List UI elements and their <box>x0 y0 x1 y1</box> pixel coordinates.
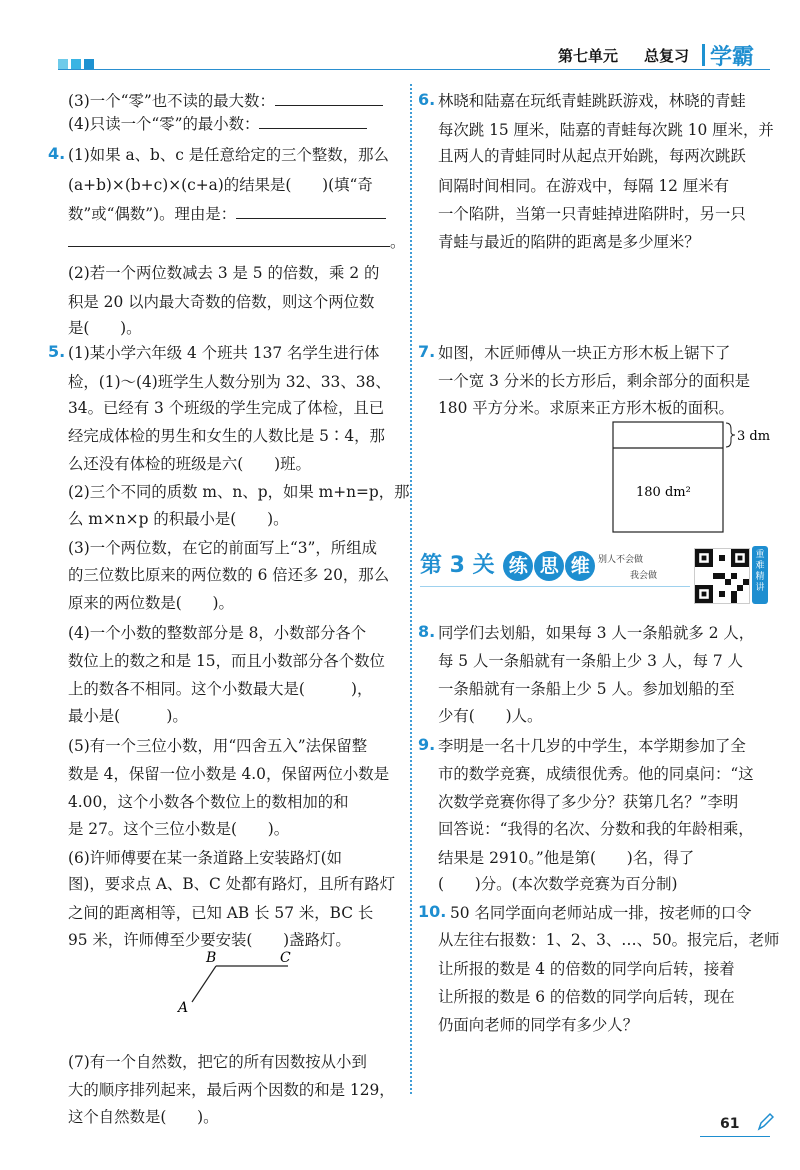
line-text: 数”或“偶数”)。理由是： <box>68 205 237 223</box>
left-line <box>68 1106 219 1128</box>
line-text: 间隔时间相同。在游戏中，每隔 12 厘米有 <box>438 177 730 195</box>
right-line <box>438 873 678 895</box>
line-text: 仍面向老师的同学有多少人？ <box>438 1016 639 1034</box>
left-line <box>68 371 391 393</box>
header-separator <box>702 44 705 66</box>
line-text: (4)一个小数的整数部分是 8，小数部分各个 <box>68 624 367 642</box>
question-number: 4. <box>48 144 66 163</box>
line-text: 回答说：“我得的名次、分数和我的年龄相乘， <box>438 820 754 838</box>
left-line <box>68 1051 367 1073</box>
line-text: 李明是一名十几岁的中学生，本学期参加了全 <box>438 737 746 755</box>
right-line <box>438 370 750 392</box>
line-text: (a+b)×(b+c)×(c+a)的结果是( )(填“奇 <box>68 176 373 194</box>
question-number: 7. <box>418 342 436 361</box>
line-text: (2)若一个两位数减去 3 是 5 的倍数，乘 2 的 <box>68 264 380 282</box>
line-text: 数是 4，保留一位小数是 4.0，保留两位小数是 <box>68 765 390 783</box>
line-text: 从左往右报数：1、2、3、…、50。报完后，老师 <box>438 931 780 949</box>
left-line <box>68 902 373 924</box>
right-line <box>438 986 735 1008</box>
left-line <box>68 453 311 475</box>
left-line <box>68 203 386 225</box>
line-text: 一个陷阱，当第一只青蛙掉进陷阱时，另一只 <box>438 205 746 223</box>
left-line <box>68 1079 395 1101</box>
board-figure <box>605 418 780 536</box>
left-line <box>68 873 395 895</box>
left-line <box>68 564 389 586</box>
line-text: (5)有一个三位小数，用“四舍五入”法保留整 <box>68 737 368 755</box>
right-line <box>438 90 746 112</box>
right-line <box>438 818 754 840</box>
line-tail: 。 <box>390 233 406 251</box>
level-char-2: 思 <box>534 551 564 581</box>
line-text: 一个宽 3 分米的长方形后，剩余部分的面积是 <box>438 372 750 390</box>
left-line <box>68 317 142 339</box>
answer-blank[interactable] <box>68 232 390 247</box>
left-line <box>68 508 288 530</box>
left-line <box>68 174 373 196</box>
width-label: 3 dm <box>737 429 771 444</box>
line-text: 图)，要求点 A、B、C 处都有路灯，且所有路灯 <box>68 875 396 893</box>
right-line <box>438 735 746 757</box>
line-text: 50 名同学面向老师站成一排，按老师的口令 <box>450 904 752 922</box>
line-text: 34。已经有 3 个班级的学生完成了体检，且已 <box>68 399 385 417</box>
line-text: 市的数学竞赛，成绩很优秀。他的同桌问：“这 <box>438 765 754 783</box>
right-line <box>438 791 738 813</box>
left-line <box>68 231 405 253</box>
line-text: 么 m×n×p 的积最小是( )。 <box>68 510 289 528</box>
line-text: (7)有一个自然数，把它的所有因数按从小到 <box>68 1053 367 1071</box>
line-text: (2)三个不同的质数 m、n、p，如果 m+n=p，那 <box>68 483 410 501</box>
right-line <box>438 342 730 364</box>
right-line <box>438 678 735 700</box>
answer-blank[interactable] <box>275 91 383 106</box>
line-text: (3)一个两位数，在它的前面写上“3”，所组成 <box>68 539 377 557</box>
right-line <box>450 902 752 924</box>
line-text: 经完成体检的男生和女生的人数比是 5∶4，那 <box>68 427 385 445</box>
line-text: 同学们去划船，如果每 3 人一条船就多 2 人， <box>438 624 755 642</box>
question-number: 10. <box>418 902 447 921</box>
level-title: 第 3 关 <box>420 553 495 578</box>
left-line <box>68 622 366 644</box>
label-a: A <box>178 1000 189 1016</box>
answer-blank[interactable] <box>259 114 367 129</box>
line-text: 上的数各不相同。这个小数最大是( )， <box>68 680 373 698</box>
brand-logo: 学霸 <box>710 45 755 70</box>
right-line <box>438 1014 638 1036</box>
left-line <box>68 291 374 313</box>
line-text: (1)某小学六年级 4 个班共 137 名学生进行体 <box>68 344 380 362</box>
question-number: 8. <box>418 622 436 641</box>
left-line <box>68 481 410 503</box>
left-line <box>68 592 234 614</box>
segment-ab <box>192 966 216 1002</box>
left-line <box>68 425 385 447</box>
question-number: 9. <box>418 735 436 754</box>
line-text: 一条船就有一条船上少 5 人。参加划船的至 <box>438 680 735 698</box>
right-line <box>438 203 746 225</box>
level-slogan-2: 我会做 <box>630 571 658 581</box>
line-text: 结果是 2910。”他是第( )名，得了 <box>438 849 695 867</box>
line-text: 每次跳 15 厘米，陆嘉的青蛙每次跳 10 厘米，并 <box>438 121 774 139</box>
line-text: 的三位数比原来的两位数的 6 倍还多 20，那么 <box>68 566 390 584</box>
line-text: 这个自然数是( )。 <box>68 1108 219 1126</box>
level-underline <box>420 586 690 587</box>
label-b: B <box>206 950 217 966</box>
line-text: 数位上的数之和是 15，而且小数部分各个数位 <box>68 652 385 670</box>
right-line <box>438 145 746 167</box>
review-title: 总复习 <box>644 47 690 65</box>
left-line <box>68 818 289 840</box>
unit-title: 第七单元 <box>558 47 619 65</box>
page-number-rule <box>700 1136 770 1137</box>
width-brace <box>726 423 735 447</box>
line-text: 大的顺序排列起来，最后两个因数的和是 129， <box>68 1081 395 1099</box>
left-line <box>68 342 379 364</box>
line-text: 是 27。这个三位小数是( )。 <box>68 820 290 838</box>
right-line <box>438 397 734 419</box>
question-number: 6. <box>418 90 436 109</box>
right-line <box>438 119 774 141</box>
line-text: 最小是( )。 <box>68 707 188 725</box>
left-line <box>68 678 372 700</box>
left-line <box>68 113 367 135</box>
left-line <box>68 847 342 869</box>
left-line <box>68 537 377 559</box>
right-line <box>438 847 694 869</box>
level-banner <box>420 548 595 581</box>
line-text: 让所报的数是 4 的倍数的同学向后转，接着 <box>438 960 735 978</box>
right-line <box>438 622 754 644</box>
left-line <box>68 144 389 166</box>
line-text: 少有( )人。 <box>438 707 543 725</box>
left-line <box>68 763 389 785</box>
right-line <box>438 763 754 785</box>
left-line <box>68 735 367 757</box>
line-text: 青蛙与最近的陷阱的距离是多少厘米？ <box>438 233 700 251</box>
header-rule <box>58 69 770 70</box>
line-text: 林晓和陆嘉在玩纸青蛙跳跃游戏，林晓的青蛙 <box>438 92 746 110</box>
line-text: 让所报的数是 6 的倍数的同学向后转，现在 <box>438 988 735 1006</box>
left-line <box>68 90 383 112</box>
line-text: 之间的距离相等，已知 AB 长 57 米，BC 长 <box>68 904 374 922</box>
line-text: (3)一个“零”也不读的最大数： <box>68 92 275 110</box>
left-line <box>68 705 188 727</box>
line-text: 么还没有体检的班级是六( )班。 <box>68 455 311 473</box>
right-line <box>438 705 542 727</box>
line-text: 原来的两位数是( )。 <box>68 594 234 612</box>
left-line <box>68 791 349 813</box>
left-line <box>68 397 384 419</box>
line-text: 次数学竞赛你得了多少分？获第几名？”李明 <box>438 793 739 811</box>
line-text: (4)只读一个“零”的最小数： <box>68 115 260 133</box>
label-c: C <box>280 950 291 966</box>
line-text: (1)如果 a、b、c 是任意给定的三个整数，那么 <box>68 146 389 164</box>
line-text: 每 5 人一条船就有一条船上少 3 人，每 7 人 <box>438 652 743 670</box>
level-char-1: 练 <box>503 551 533 581</box>
qr-code-icon[interactable] <box>694 548 750 604</box>
header-decoration <box>58 54 97 73</box>
lecture-tag: 重难精讲 <box>752 546 768 604</box>
level-slogan-1: 别人不会做 <box>598 555 644 565</box>
right-line <box>438 958 735 980</box>
line-text: ( )分。(本次数学竞赛为百分制) <box>438 875 678 893</box>
area-label: 180 dm² <box>636 485 691 500</box>
right-line <box>438 231 700 253</box>
square-board <box>613 422 723 532</box>
answer-blank[interactable] <box>236 204 386 219</box>
pencil-icon <box>756 1112 774 1132</box>
right-line <box>438 929 779 951</box>
right-line <box>438 650 743 672</box>
column-divider <box>410 84 412 1094</box>
left-line <box>68 262 379 284</box>
line-text: 且两人的青蛙同时从起点开始跳，每两次跳跃 <box>438 147 746 165</box>
line-text: 是( )。 <box>68 319 142 337</box>
page-number: 61 <box>720 1116 740 1132</box>
right-line <box>438 175 729 197</box>
line-text: 4.00，这个小数各个数位上的数相加的和 <box>68 793 349 811</box>
question-number: 5. <box>48 342 66 361</box>
line-text: 检，(1)～(4)班学生人数分别为 32、33、38、 <box>68 373 391 391</box>
left-line <box>68 650 385 672</box>
lamp-figure <box>170 948 310 1018</box>
line-text: 积是 20 以内最大奇数的倍数，则这个两位数 <box>68 293 375 311</box>
line-text: 95 米，许师傅至少要安装( )盏路灯。 <box>68 931 351 949</box>
level-char-3: 维 <box>565 551 595 581</box>
line-text: 180 平方分米。求原来正方形木板的面积。 <box>438 399 734 417</box>
line-text: 如图，木匠师傅从一块正方形木板上锯下了 <box>438 344 731 362</box>
line-text: (6)许师傅要在某一条道路上安装路灯(如 <box>68 849 343 867</box>
